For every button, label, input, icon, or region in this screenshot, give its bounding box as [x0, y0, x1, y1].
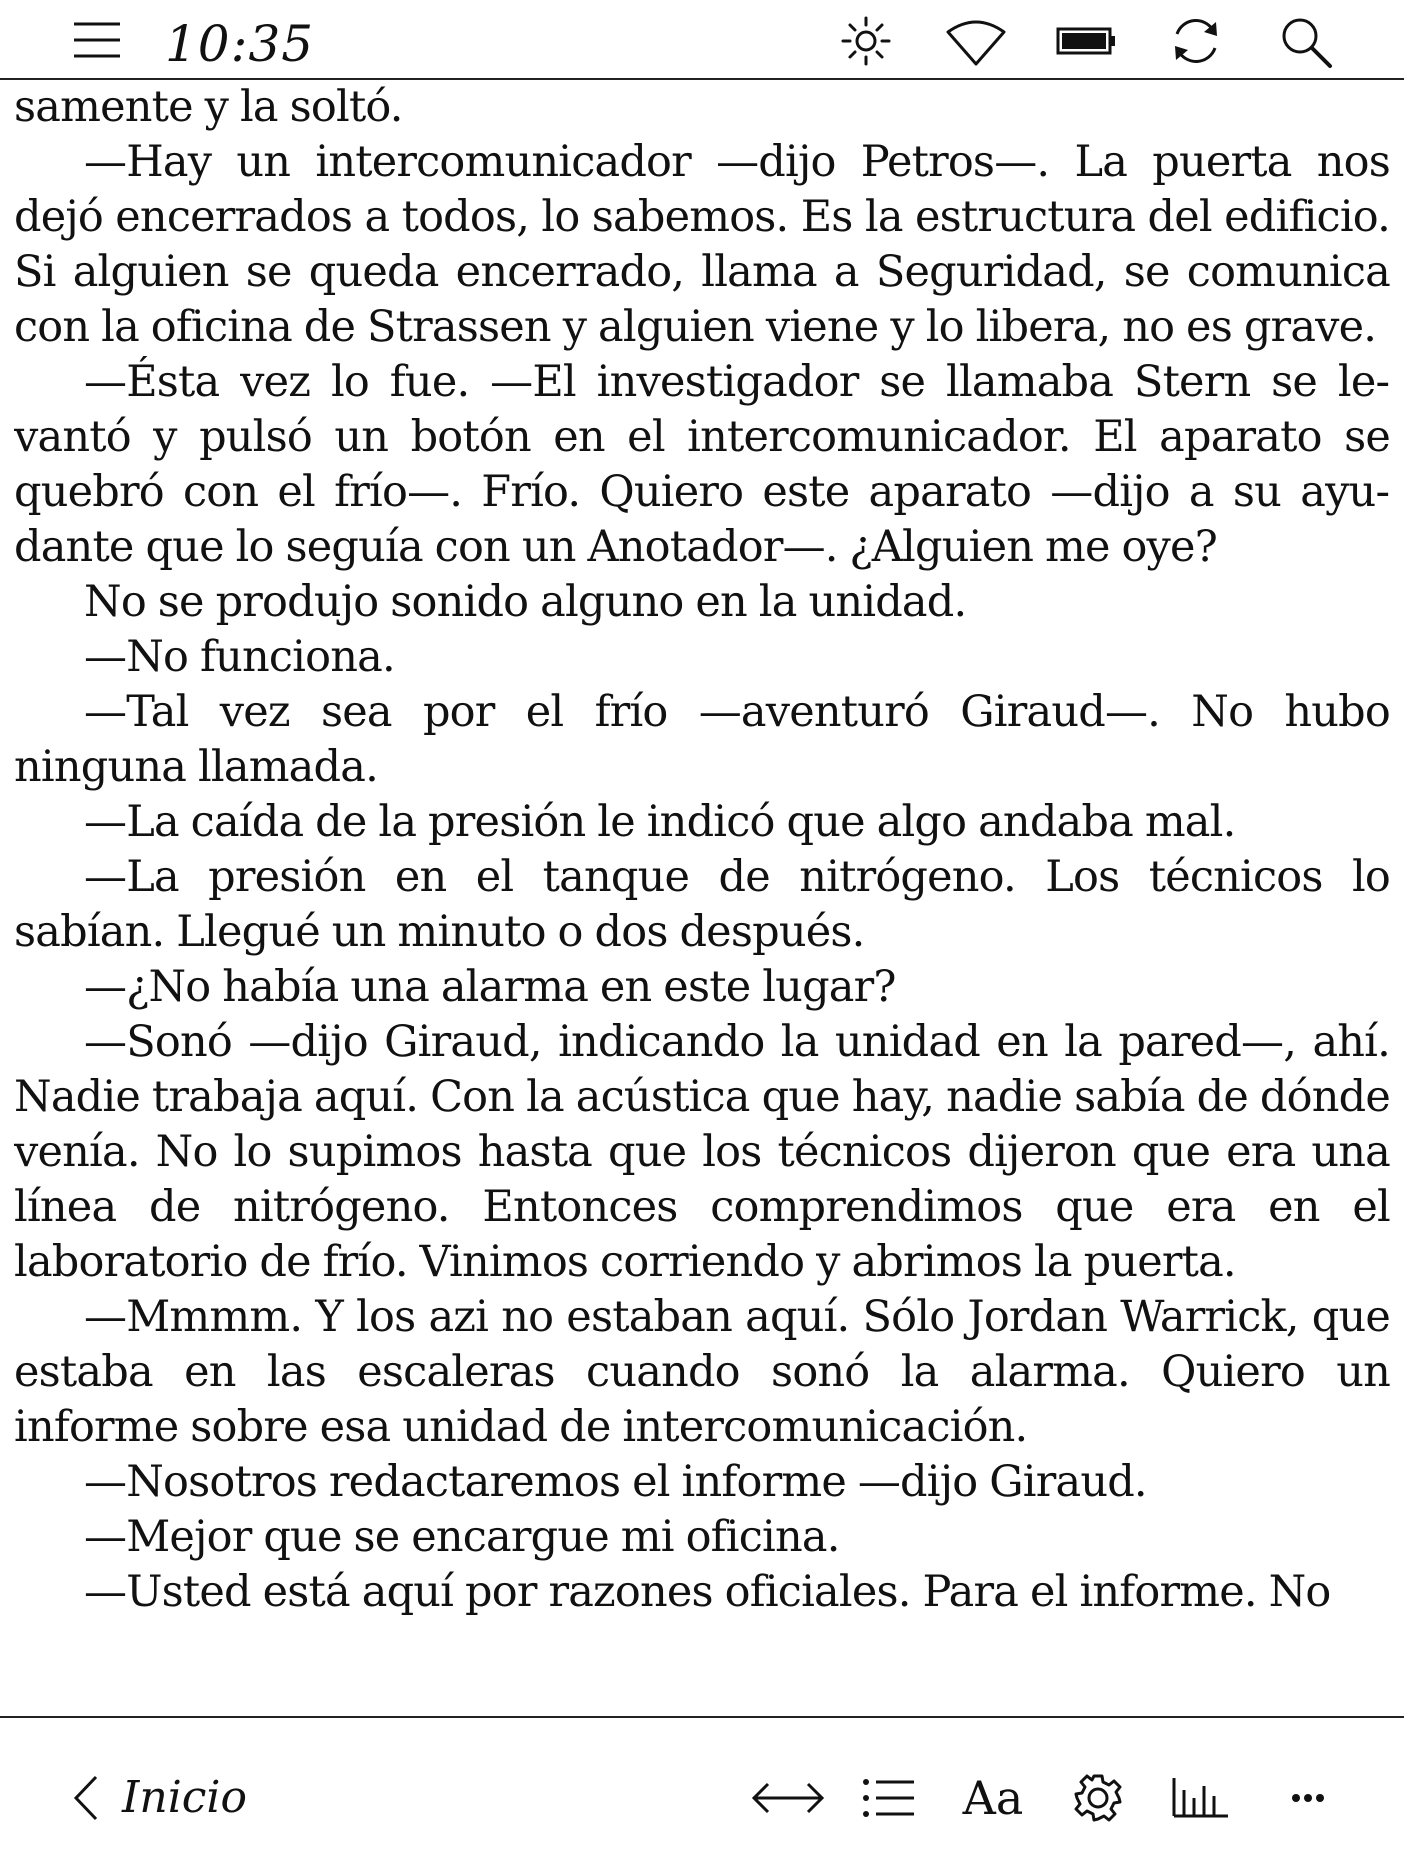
sync-button[interactable]: [1164, 12, 1228, 70]
stats-icon: [1164, 1768, 1236, 1828]
brightness-button[interactable]: [834, 12, 898, 70]
reading-stats-button[interactable]: [1164, 1768, 1236, 1828]
more-icon: [1272, 1768, 1344, 1828]
paragraph: —Hay un intercomunicador —dijo Petros—. La puerta nos dejó encerrados a todos, lo sabemos. Es la estructura del edificio. Si alguien se queda encerrado, llama a Seguridad, se comunica con la oficina de Strassen y alguien viene y lo libera, no es grave.: [14, 137, 1390, 352]
clock: 10:35: [165, 15, 315, 73]
search-icon: [1274, 12, 1338, 70]
menu-button[interactable]: [70, 18, 124, 62]
paragraph: —No funciona.: [84, 632, 395, 682]
paragraph: —Tal vez sea por el frío —aventuró Giraud—. No hubo ninguna llamada.: [14, 687, 1390, 792]
battery-indicator: [1054, 12, 1118, 70]
search-button[interactable]: [1274, 12, 1338, 70]
paragraph: No se produjo sonido alguno en la unidad.: [84, 577, 967, 627]
reader-toolbar: [0, 1716, 1404, 1872]
paragraph: —La presión en el tanque de nitrógeno. Los técnicos lo sabían. Llegué un minuto o dos después.: [14, 852, 1390, 957]
wifi-icon: [944, 12, 1008, 70]
paragraph: —Usted está aquí por razones oficiales. Para el informe. No: [84, 1567, 1331, 1617]
settings-gear-icon: [1062, 1768, 1134, 1828]
chevron-left-icon: [70, 1773, 104, 1823]
paragraph: samente y la soltó.: [14, 82, 403, 132]
paragraph: —Ésta vez lo fue. —El investigador se llamaba Stern se levantó y pulsó un botón en el intercomunicador. El aparato se quebró con el frío—. Frío. Quiero este aparato —dijo a su ayudante que lo seguía con un Anotador—. ¿Alguien me oye?: [14, 357, 1390, 572]
settings-button[interactable]: [1062, 1768, 1134, 1828]
paragraph: —Mejor que se encargue mi oficina.: [84, 1512, 840, 1562]
menu-icon: [70, 18, 124, 62]
paragraph: —Sonó —dijo Giraud, indicando la unidad en la pared—, ahí. Nadie trabaja aquí. Con la acústica que hay, nadie sabía de dónde venía. No lo supimos hasta que los técnicos dijeron que era una línea de nitrógeno. Entonces comprendimos que era en el laboratorio de frío. Vinimos corriendo y abrimos la puerta.: [14, 1017, 1390, 1287]
back-label: Inicio: [122, 1772, 247, 1823]
page-width-button[interactable]: [748, 1768, 828, 1828]
book-page[interactable]: [14, 80, 1390, 1716]
paragraph: —Nosotros redactaremos el informe —dijo Giraud.: [84, 1457, 1147, 1507]
paragraph: —La caída de la presión le indicó que algo andaba mal.: [84, 797, 1236, 847]
width-arrows-icon: [748, 1768, 828, 1828]
brightness-icon: [834, 12, 898, 70]
battery-icon: [1054, 12, 1118, 70]
paragraph: —Mmmm. Y los azi no estaban aquí. Sólo Jordan Warrick, que estaba en las escaleras cuando sonó la alarma. Quiero un informe sobre esa unidad de intercomunicación.: [14, 1292, 1390, 1452]
table-of-contents-button[interactable]: [852, 1768, 924, 1828]
font-settings-button[interactable]: Aa: [962, 1771, 1024, 1825]
back-to-home-button[interactable]: [70, 1768, 247, 1828]
sync-icon: [1164, 12, 1228, 70]
paragraph: —¿No había una alarma en este lugar?: [84, 962, 896, 1012]
more-options-button[interactable]: [1272, 1768, 1344, 1828]
wifi-button[interactable]: [944, 12, 1008, 70]
toc-list-icon: [852, 1768, 924, 1828]
status-bar: [0, 0, 1404, 80]
